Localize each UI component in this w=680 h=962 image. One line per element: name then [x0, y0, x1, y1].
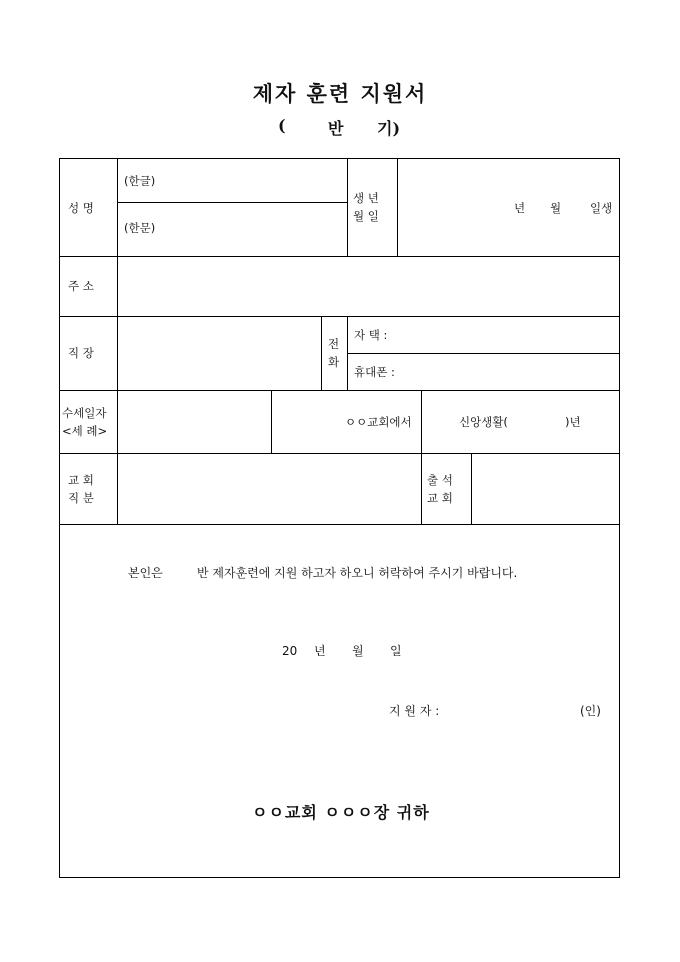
phone-label-line-2: 화 — [328, 355, 340, 369]
birth-label — [353, 189, 379, 225]
church-text: ㅇㅇ교회에서 — [345, 415, 412, 429]
phone-label — [328, 335, 339, 371]
phone-left-line — [321, 316, 322, 390]
date-year-unit: 년 — [314, 644, 326, 658]
workplace-label: 직 장 — [68, 346, 94, 360]
attending-church-label — [427, 471, 453, 507]
name-label: 성 명 — [68, 201, 94, 215]
birth-label-line-1: 생 년 — [353, 191, 379, 205]
phone-label-line-1: 전 — [328, 337, 340, 351]
form-title: 제자 훈련 지원서 — [252, 81, 428, 106]
birth-year-unit: 년 — [514, 201, 526, 215]
birth-left-line — [347, 159, 348, 256]
attending-church-label-line-2: 교 회 — [427, 491, 453, 505]
row-line-5 — [60, 524, 619, 525]
applicant-label: 지 원 자 : — [389, 704, 440, 718]
baptism-label-line-2: <세 례> — [62, 424, 108, 438]
attending-church-label-line-1: 출 석 — [427, 473, 453, 487]
attend-right-line — [471, 453, 472, 524]
date-day-unit: 일 — [390, 644, 402, 658]
name-split-line — [117, 202, 347, 203]
church-split-line — [421, 390, 422, 524]
birth-label-line-2: 월 일 — [353, 209, 379, 223]
subtitle-gi: 기) — [377, 119, 401, 138]
birth-month-unit: 월 — [550, 201, 562, 215]
baptism-label-line-1: 수세일자 — [62, 406, 107, 420]
date-year-prefix: 20 — [282, 644, 298, 658]
hangul-label: (한글) — [124, 174, 156, 188]
row-line-1 — [60, 256, 619, 257]
application-form-frame — [59, 158, 620, 878]
address-label: 주 소 — [68, 279, 94, 293]
declaration-prefix: 본인은 — [128, 566, 163, 580]
faith-years-suffix: )년 — [565, 415, 581, 429]
phone-split-line — [347, 353, 619, 354]
recipient-line: ㅇㅇ교회 ㅇㅇㅇ장 귀하 — [252, 803, 430, 822]
mobile-phone-label: 휴대폰 : — [354, 365, 395, 379]
declaration-text: 반 제자훈련에 지원 하고자 하오니 허락하여 주시기 바랍니다. — [197, 566, 518, 580]
label-column-line — [117, 159, 118, 524]
baptism-split-line — [271, 390, 272, 453]
birth-right-line — [397, 159, 398, 256]
row-line-2 — [60, 316, 619, 317]
faith-text: 신앙생활( — [459, 415, 508, 429]
seal-mark: (인) — [580, 704, 601, 718]
church-position-label-line-2: 직 분 — [68, 491, 94, 505]
home-phone-label: 자 택 : — [354, 328, 388, 342]
subtitle-paren-open: ( — [278, 116, 286, 135]
phone-right-line — [347, 316, 348, 390]
church-position-label-line-1: 교 회 — [68, 473, 94, 487]
birth-day-unit: 일생 — [590, 201, 613, 215]
row-line-3 — [60, 390, 619, 391]
date-month-unit: 월 — [352, 644, 364, 658]
hanja-label: (한문) — [124, 221, 156, 235]
row-line-4 — [60, 453, 619, 454]
baptism-label — [62, 404, 107, 440]
church-position-label — [68, 471, 94, 507]
subtitle-ban: 반 — [328, 119, 344, 138]
